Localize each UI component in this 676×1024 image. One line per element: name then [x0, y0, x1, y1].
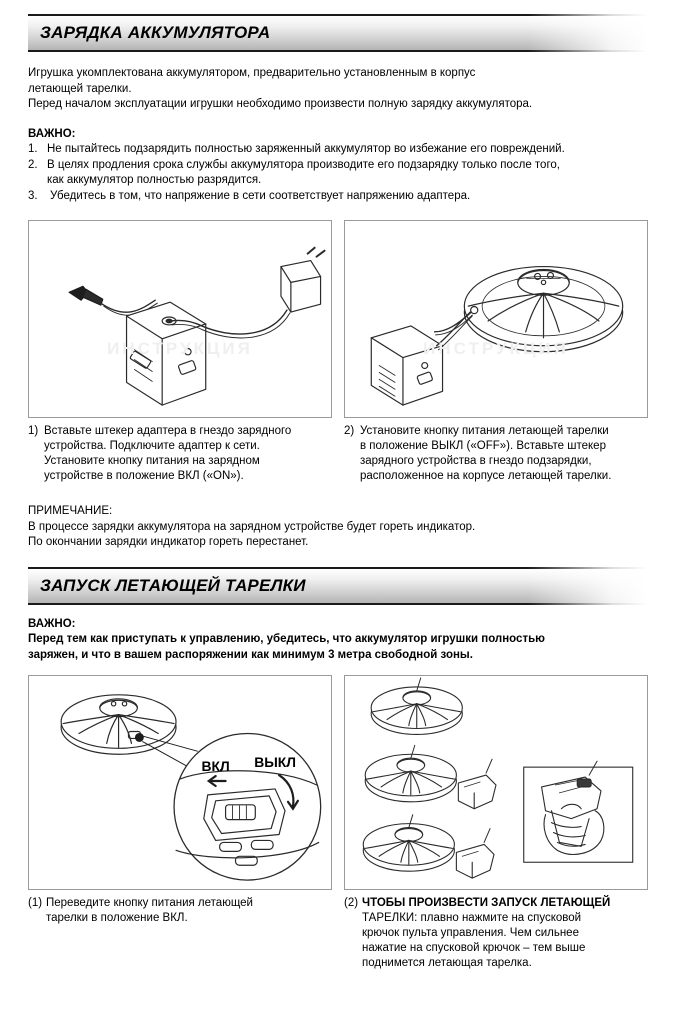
caption-marker: 2)	[344, 425, 355, 437]
list-marker: 1.	[28, 143, 38, 155]
section1-title: ЗАРЯДКА АККУМУЛЯТОРА	[40, 23, 271, 42]
section1-note	[28, 504, 648, 551]
caption-text: в положение ВЫКЛ («OFF»). Вставьте штекер	[360, 440, 606, 452]
intro-line-2: летающей тарелки.	[28, 82, 132, 95]
section2-title: ЗАПУСК ЛЕТАЮЩЕЙ ТАРЕЛКИ	[40, 575, 306, 595]
intro-line-3: Перед началом эксплуатации игрушки необходимо произвести полную зарядку аккумулятора.	[28, 98, 533, 110]
power-switch-illustration	[29, 676, 331, 889]
list-item	[28, 158, 648, 174]
section1-intro	[28, 66, 648, 113]
caption-text: Переведите кнопку питания летающей	[46, 897, 253, 909]
figure-watermark: ИНСТРУКЦИЯ	[107, 339, 253, 358]
adapter-charger-illustration	[29, 221, 331, 417]
figure-launch-sequence	[344, 675, 648, 890]
note-line-2: По окончании зарядки индикатор гореть перестанет.	[28, 536, 309, 548]
caption-text: устройства. Подключите адаптер к сети.	[44, 440, 260, 452]
caption-text: поднимется летающая тарелка.	[362, 957, 532, 969]
caption-marker: (1)	[28, 897, 43, 909]
important-label-2: ВАЖНО:	[28, 617, 76, 630]
list-text: Убедитесь в том, что напряжение в сети соответствует напряжению адаптера.	[50, 189, 471, 202]
caption-text: устройстве в положение ВКЛ («ON»).	[44, 470, 244, 482]
label-on: ВКЛ	[201, 758, 230, 775]
section1-figures	[28, 220, 648, 418]
list-text: Не пытайтесь подзарядить полностью заряженный аккумулятор во избежание его повреждений.	[47, 143, 565, 155]
section1-captions	[28, 424, 648, 484]
list-item-continuation	[28, 173, 648, 189]
list-item	[28, 142, 648, 158]
caption-left-1	[28, 424, 332, 484]
figure-watermark: ИНСТРУКЦИЯ	[423, 339, 569, 358]
section-header-battery-charging	[28, 14, 648, 52]
caption-text: Установите кнопку питания летающей тарелки	[360, 425, 609, 437]
list-text: как аккумулятор полностью разрядится.	[47, 174, 262, 186]
figure-power-switch	[28, 675, 332, 890]
important-line-2: заряжен, и что в вашем распоряжении как минимум 3 метра свободной зоны.	[28, 648, 473, 661]
caption-text: крючок пульта управления. Чем сильнее	[362, 927, 579, 939]
caption-text: зарядного устройства в гнездо подзарядки,	[360, 455, 592, 467]
top-spacer	[0, 0, 676, 14]
figure-adapter-charger	[28, 220, 332, 418]
section1-important	[28, 127, 648, 205]
caption-text-strong: ЧТОБЫ ПРОИЗВЕСТИ ЗАПУСК ЛЕТАЮЩЕЙ	[362, 897, 611, 909]
list-item	[28, 189, 648, 205]
important-label-1: ВАЖНО:	[28, 127, 76, 140]
intro-line-1: Игрушка укомплектована аккумулятором, предварительно установленным в корпус	[28, 67, 476, 79]
list-marker: 2.	[28, 158, 38, 171]
section2-captions	[28, 896, 648, 971]
caption-text: Вставьте штекер адаптера в гнездо зарядного	[44, 425, 292, 437]
caption-right-1	[344, 424, 648, 484]
important-line-1: Перед тем как приступать к управлению, убедитесь, что аккумулятор игрушки полностью	[28, 633, 545, 645]
launch-sequence-illustration	[345, 676, 647, 889]
charging-saucer-illustration	[345, 221, 647, 417]
caption-left-2	[28, 896, 332, 971]
caption-text: ТАРЕЛКИ: плавно нажмите на спусковой	[362, 912, 582, 924]
caption-text: Установите кнопку питания на зарядном	[44, 455, 260, 467]
caption-text: нажатие на спусковой крючок – тем выше	[362, 942, 586, 954]
caption-text: расположенное на корпусе летающей тарелки.	[360, 470, 612, 482]
caption-right-2	[344, 896, 648, 971]
list-marker: 3.	[28, 189, 38, 202]
section2-important	[28, 617, 648, 664]
note-label: ПРИМЕЧАНИЕ:	[28, 505, 113, 517]
section2-figures	[28, 675, 648, 890]
list-text: В целях продления срока службы аккумулятора производите его подзарядку только после того,	[47, 158, 560, 171]
important-list-1	[28, 142, 648, 204]
caption-marker: 1)	[28, 425, 39, 437]
figure-charging-saucer	[344, 220, 648, 418]
section-header-launch	[28, 567, 648, 605]
label-off: ВЫКЛ	[254, 754, 296, 771]
note-line-1: В процессе зарядки аккумулятора на зарядном устройстве будет гореть индикатор.	[28, 520, 476, 533]
caption-marker: (2)	[344, 897, 359, 909]
caption-text: тарелки в положение ВКЛ.	[46, 912, 188, 924]
